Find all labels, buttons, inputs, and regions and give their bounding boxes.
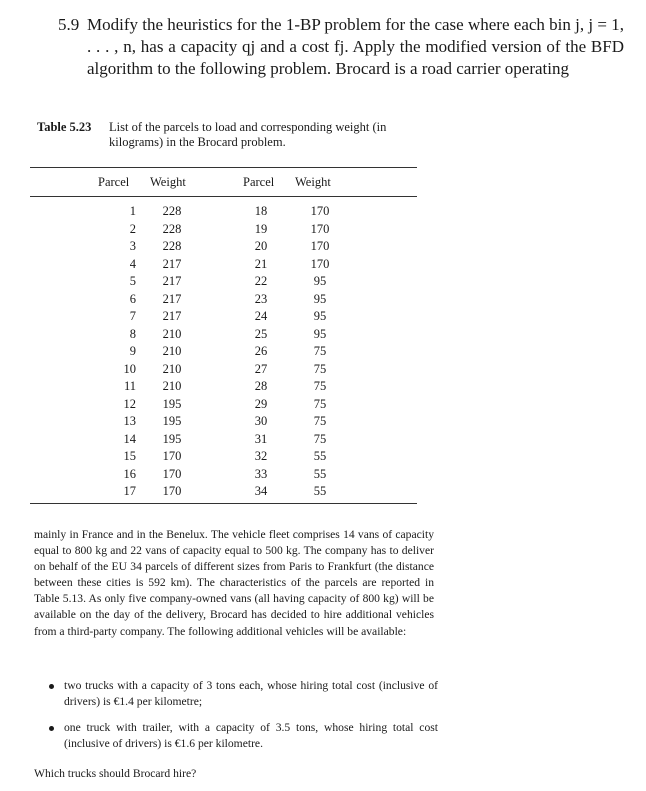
parcel-weight: 170	[162, 466, 182, 481]
parcel-weight: 75	[313, 396, 327, 411]
column-weight-right	[300, 203, 340, 501]
parcel-weight: 95	[313, 309, 327, 323]
parcel-number: 14	[123, 431, 136, 446]
header-weight-left: Weight	[150, 175, 186, 189]
parcel-weight: 55	[313, 449, 327, 463]
header-parcel-right: Parcel	[243, 175, 275, 189]
parcel-weight: 195	[162, 431, 182, 446]
parcel-number: 19	[254, 221, 268, 236]
parcel-number: 29	[254, 396, 268, 411]
table-header-rule	[30, 196, 417, 197]
parcel-number: 34	[254, 484, 268, 498]
parcel-weight: 217	[162, 256, 182, 271]
column-parcel-right	[243, 203, 279, 501]
parcel-weight: 55	[313, 484, 327, 498]
parcel-number: 27	[254, 361, 268, 376]
parcel-weight: 75	[313, 361, 327, 376]
parcel-number: 22	[254, 274, 268, 288]
parcel-number: 26	[254, 344, 268, 358]
parcel-number: 24	[254, 309, 268, 323]
parcel-weight: 217	[162, 291, 182, 306]
vehicle-list	[34, 678, 438, 762]
parcel-weight: 195	[162, 414, 182, 428]
parcel-weight: 210	[162, 361, 182, 376]
parcel-number: 9	[129, 344, 136, 358]
parcel-number: 31	[254, 431, 268, 446]
parcel-weight: 170	[162, 449, 182, 463]
header-weight-right: Weight	[295, 175, 331, 189]
list-item	[34, 720, 438, 752]
parcel-weight: 95	[313, 274, 327, 288]
parcel-weight: 75	[313, 431, 327, 446]
parcel-number: 30	[254, 414, 268, 428]
exercise-number: 5.9	[58, 15, 80, 34]
parcel-number: 20	[254, 239, 268, 253]
list-item-text: one truck with trailer, with a capacity of 3.5 tons, whose hiring total cost (inclusive of drivers) is €1.6 per kilometre.	[64, 721, 438, 751]
parcel-weight: 95	[313, 326, 327, 341]
parcel-weight: 170	[310, 221, 330, 236]
parcel-number: 16	[123, 466, 136, 481]
problem-paragraph: mainly in France and in the Benelux. The vehicle fleet comprises 14 vans of capacity equal to 800 kg and 22 vans of capacity equal to 500 kg. The company has to deliver on behalf of the EU 34 parcels of different sizes from Paris to Frankfurt (the distance between these cities is 592 km). The characteristics of the parcels are reported in Table 5.13. As only five company-owned vans (all having capacity of 800 kg) will be available on the day of the delivery, Brocard has decided to hire additional vehicles from a third-party company. The following additional vehicles will be available:	[34, 528, 434, 638]
list-item	[34, 678, 438, 710]
parcel-number: 3	[129, 239, 136, 253]
parcel-number: 23	[254, 291, 268, 306]
table-bottom-rule	[30, 503, 417, 504]
parcel-number: 28	[254, 379, 268, 393]
parcel-number: 33	[254, 466, 268, 481]
list-item-text: two trucks with a capacity of 3 tons each, whose hiring total cost (inclusive of drivers) is €1.4 per kilometre;	[64, 679, 438, 709]
parcel-number: 13	[123, 414, 136, 428]
parcel-weight: 75	[313, 379, 327, 393]
parcel-weight: 210	[162, 326, 182, 341]
parcel-number: 6	[129, 291, 136, 306]
parcel-number: 15	[123, 449, 136, 463]
parcel-weight: 228	[162, 239, 182, 253]
question-text: Which trucks should Brocard hire?	[34, 767, 197, 780]
table-label: Table 5.23	[37, 120, 92, 134]
parcel-number: 2	[129, 221, 136, 236]
parcel-weight: 55	[313, 466, 327, 481]
parcel-weight: 210	[162, 379, 182, 393]
table-caption-text: List of the parcels to load and corresponding weight (in kilograms) in the Brocard problem.	[109, 120, 387, 149]
parcel-weight: 195	[162, 396, 182, 411]
parcel-weight: 217	[162, 274, 182, 288]
parcel-number: 21	[254, 256, 268, 271]
parcel-weight: 75	[313, 414, 327, 428]
parcel-weight: 228	[162, 221, 182, 236]
parcel-number: 18	[254, 204, 268, 218]
parcel-number: 8	[129, 326, 136, 341]
parcel-weight: 170	[310, 239, 330, 253]
parcel-number: 17	[123, 484, 136, 498]
parcel-weight: 170	[162, 484, 182, 498]
parcel-weight: 170	[310, 256, 330, 271]
parcel-weight: 170	[310, 204, 330, 218]
parcel-number: 11	[123, 379, 136, 393]
parcel-weight: 210	[162, 344, 182, 358]
parcel-weight: 217	[162, 309, 182, 323]
parcel-number: 25	[254, 326, 268, 341]
column-weight-left	[152, 203, 192, 501]
parcel-number: 10	[123, 361, 136, 376]
parcel-number: 1	[129, 204, 136, 218]
parcel-weight: 95	[313, 291, 327, 306]
parcel-number: 12	[123, 396, 136, 411]
parcel-number: 5	[129, 274, 136, 288]
parcel-weight: 75	[313, 344, 327, 358]
bullet-icon	[49, 726, 54, 731]
parcel-number: 32	[254, 449, 268, 463]
parcel-weight: 228	[162, 204, 182, 218]
table-top-rule	[30, 167, 417, 168]
header-parcel-left: Parcel	[98, 175, 130, 189]
exercise-text: Modify the heuristics for the 1-BP problem for the case where each bin j, j = 1, . . . , n, has a capacity qj and a cost fj. Apply the modified version of the BFD algorithm to the following problem. Brocard is a road carrier operating	[87, 15, 624, 78]
column-parcel-left	[100, 203, 136, 501]
parcel-number: 4	[129, 256, 136, 271]
parcel-number: 7	[129, 309, 136, 323]
bullet-icon	[49, 684, 54, 689]
